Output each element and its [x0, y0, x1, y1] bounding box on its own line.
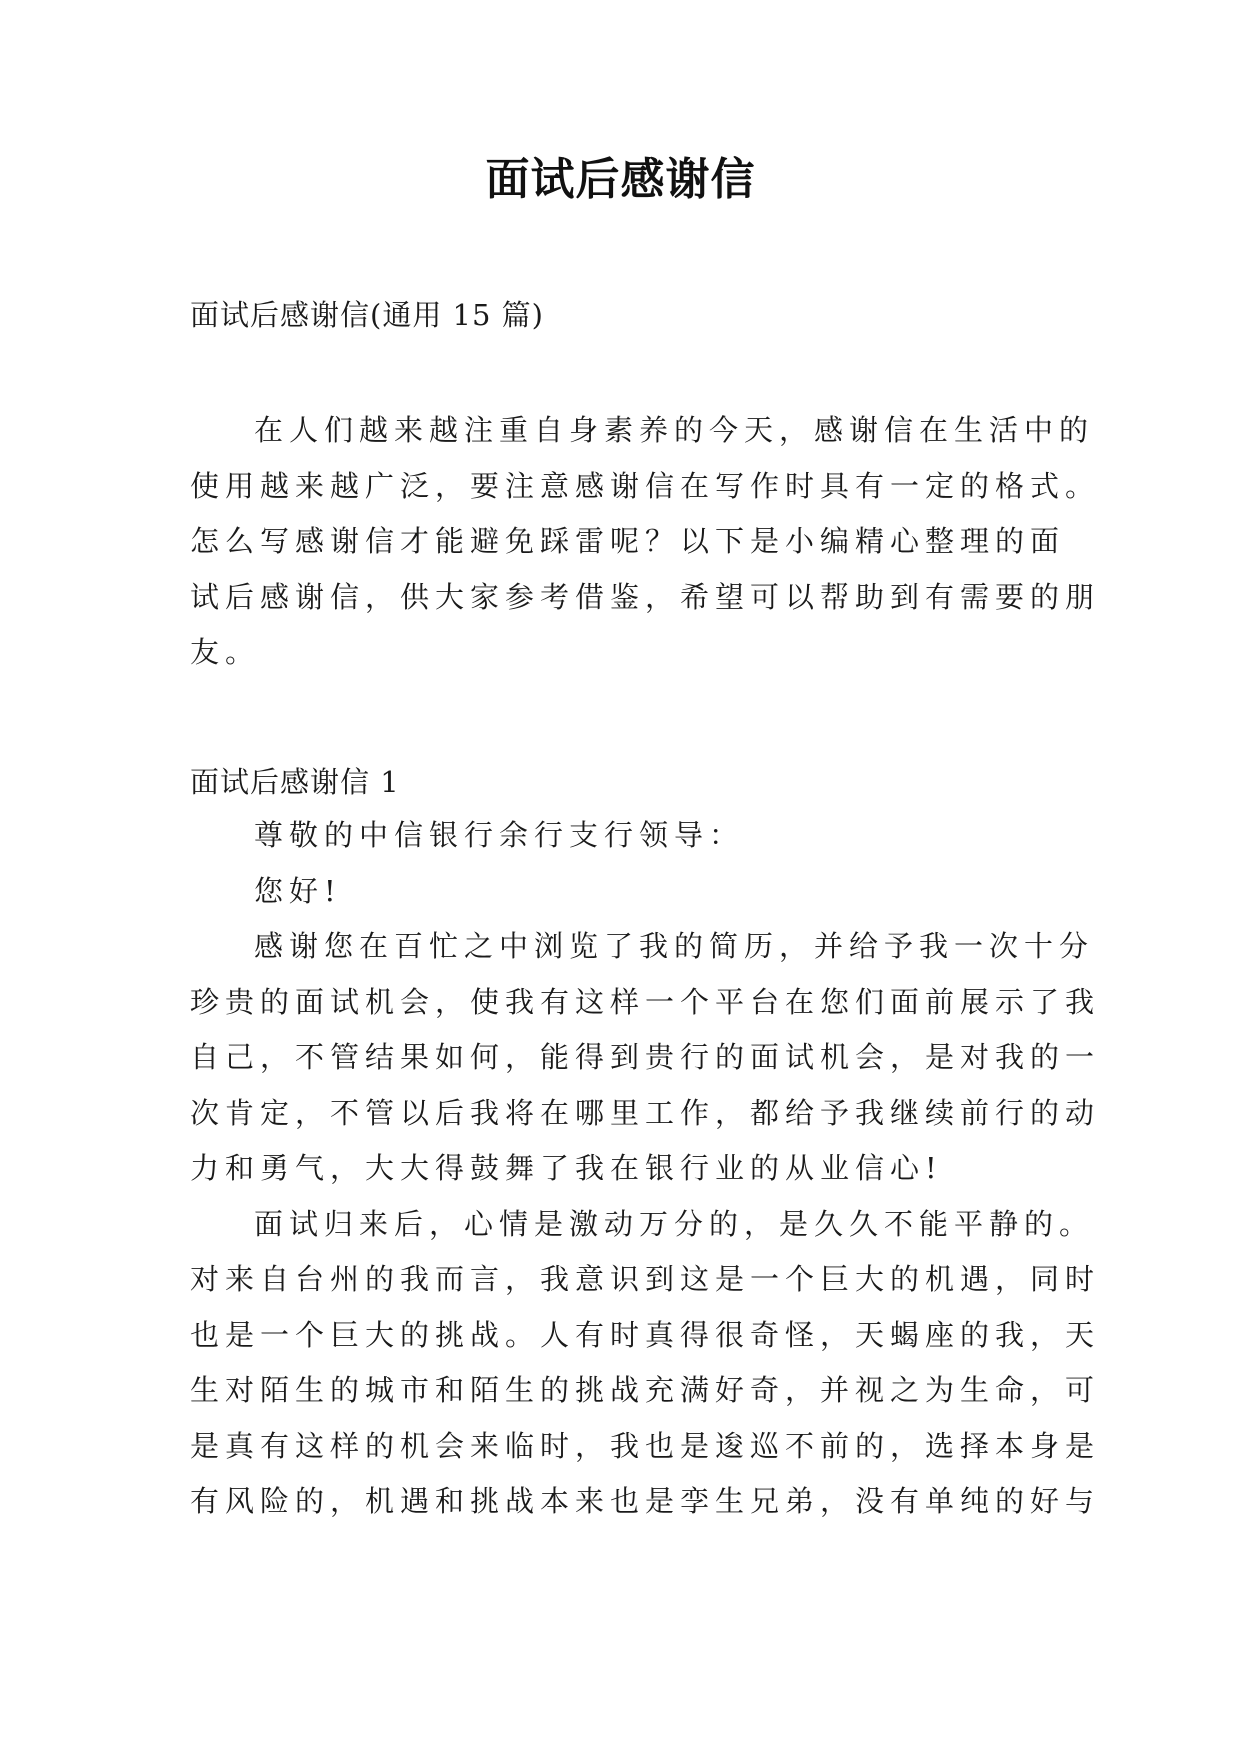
letter-body — [190, 808, 1101, 1530]
letter-line: 面试归来后，心情是激动万分的，是久久不能平静的。 — [254, 1206, 1095, 1241]
intro-line: 友。 — [190, 635, 261, 669]
section-heading: 面试后感谢信 1 — [190, 765, 400, 799]
letter-line: 自己，不管结果如何，能得到贵行的面试机会，是对我的一 — [190, 1040, 1101, 1074]
intro-line: 在人们越来越注重自身素养的今天，感谢信在生活中的 — [254, 413, 1095, 447]
letter-salutation: 尊敬的中信银行余行支行领导： — [254, 818, 745, 852]
letter-greeting: 您好! — [254, 873, 342, 908]
document-subtitle: 面试后感谢信(通用 15 篇) — [190, 298, 544, 332]
letter-line: 感谢您在百忙之中浏览了我的简历，并给予我一次十分 — [254, 929, 1095, 963]
letter-line: 对来自台州的我而言，我意识到这是一个巨大的机遇，同时 — [190, 1262, 1101, 1296]
intro-line: 试后感谢信，供大家参考借鉴，希望可以帮助到有需要的朋 — [190, 579, 1101, 614]
letter-line: 珍贵的面试机会，使我有这样一个平台在您们面前展示了我 — [190, 984, 1101, 1019]
letter-line: 次肯定，不管以后我将在哪里工作，都给予我继续前行的动 — [190, 1095, 1101, 1130]
intro-paragraph — [190, 403, 1101, 681]
document-title: 面试后感谢信 — [485, 154, 756, 205]
letter-line: 是真有这样的机会来临时，我也是逡巡不前的，选择本身是 — [190, 1428, 1101, 1463]
letter-line: 生对陌生的城市和陌生的挑战充满好奇，并视之为生命，可 — [190, 1373, 1101, 1407]
intro-line: 怎么写感谢信才能避免踩雷呢？以下是小编精心整理的面 — [190, 524, 1066, 558]
letter-line: 也是一个巨大的挑战。人有时真得很奇怪，天蝎座的我，天 — [190, 1317, 1101, 1352]
intro-line: 使用越来越广泛，要注意感谢信在写作时具有一定的格式。 — [190, 468, 1101, 503]
letter-line: 有风险的，机遇和挑战本来也是孪生兄弟，没有单纯的好与 — [190, 1484, 1101, 1518]
letter-line: 力和勇气，大大得鼓舞了我在银行业的从业信心! — [190, 1151, 943, 1185]
